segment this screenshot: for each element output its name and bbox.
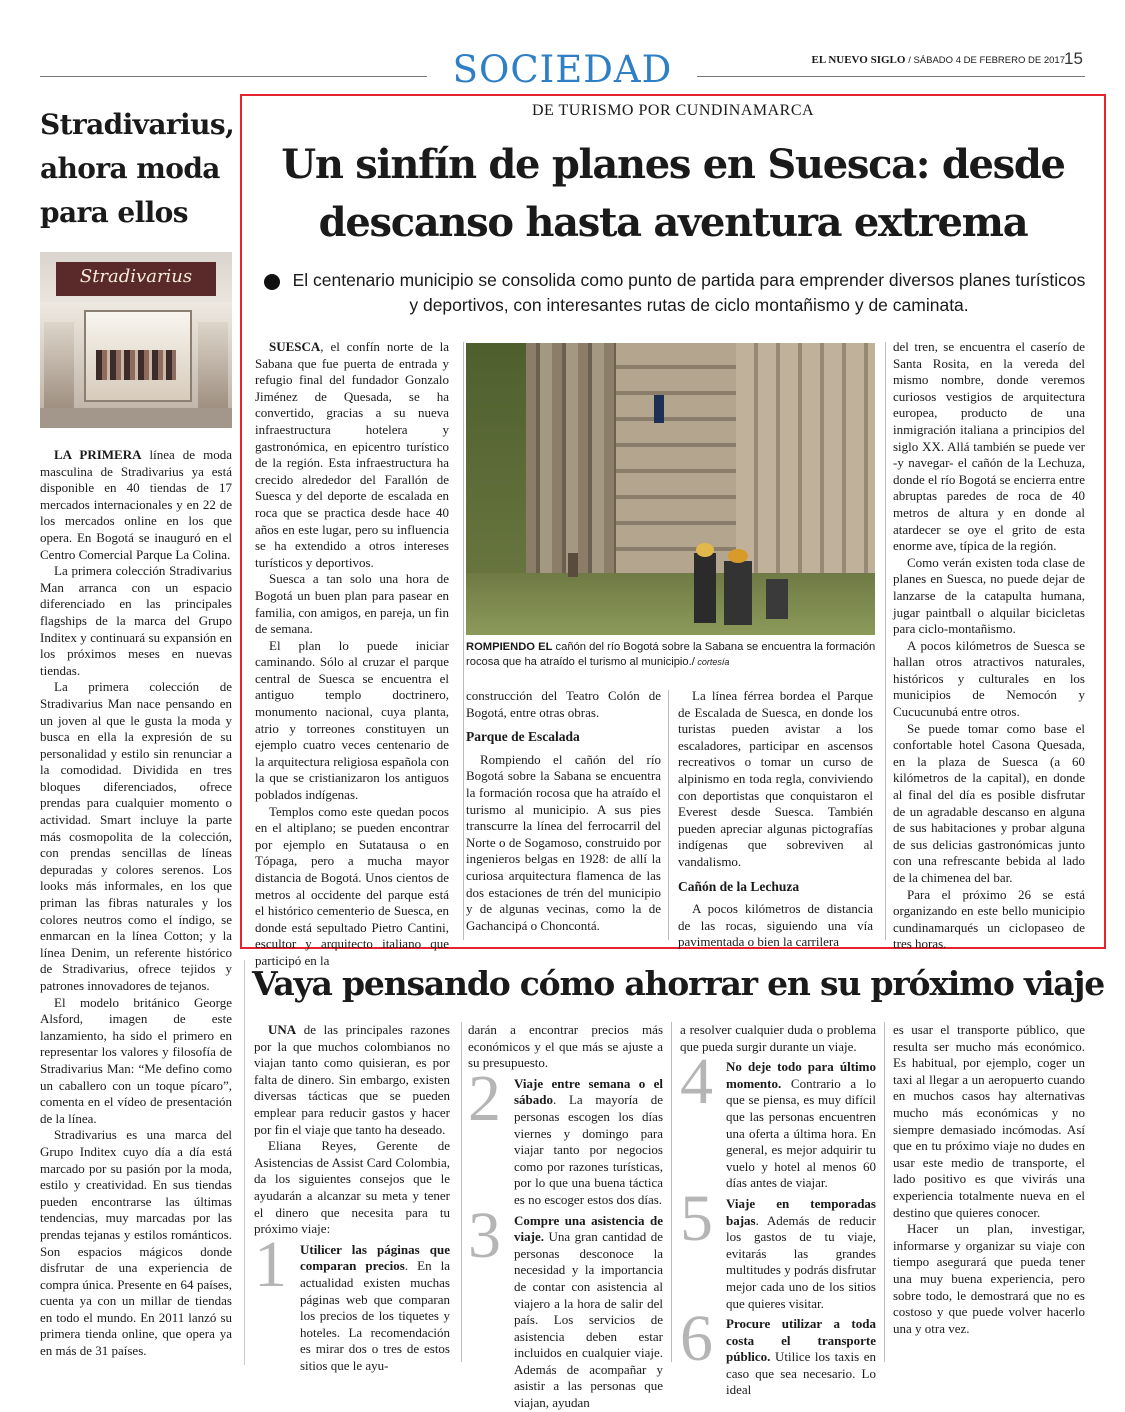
issue-date: / SÁBADO 4 DE FEBRERO DE 2017 [908,55,1065,66]
tip-2-title: Viaje entre semana o el sábado [514,1075,663,1108]
tip-4-number: 4 [680,1045,713,1119]
tip-5 [680,1181,876,1312]
photo-caption [466,640,876,670]
suesca-col1-p1: , el confín norte de la Sabana que fue puerta de entrada y refugio final del fundador Gonzalo Jiménez de Quesada, se ha convertido, gracias a su nueva infraestructura hotelera y gastronómica, en epicentro turístico de la región. Esta infraestructura ha crecido alrededor del Farallón de Suesca y del deporte de escalada en roca que se practica desde hace 40 años en este lugar, pero su influencia se ha extendido a otros intereses turísticos y deportivos. [255,339,449,570]
tip-4-title: No deje todo para último momento. [726,1059,876,1091]
tip-5-number: 5 [680,1181,713,1255]
suesca-headline [244,136,1102,252]
tip-6 [680,1302,876,1399]
suesca-kicker: DE TURISMO POR CUNDINAMARCA [531,102,815,119]
suesca-col-divider-1 [463,342,464,940]
sidebar-p2: La primera colección Stradivarius Man arranca con un espacio diferenciado en las principales flagships de la marca del Grupo Inditex y continuará su expansión en los próximos meses en nuevas tiendas. [40,563,232,678]
viaje-col1-p2: Eliana Reyes, Gerente de Asistencias de Assist Card Colombia, da los siguientes consejos que le ayudarán a alcanzar su meta y tener el dinero que necesita para tu próximo viaje: [254,1138,450,1237]
suesca-col1-p3: El plan lo puede iniciar caminando. Sólo al cruzar el parque central de Suesca se encuentra el antiguo templo doctrinero, monumento nacional, cuya planta, atrio y torreones constituyen un ejemplo cuatro veces centenario de la arquitectura religiosa española con la que se cristianizaron los antiguos poblados indígenas. [255,637,449,803]
newspaper-name: EL NUEVO SIGLO [811,54,906,66]
tip-4 [680,1045,876,1192]
viaje-lead: UNA [268,1022,297,1037]
stradivarius-store-photo [40,252,232,428]
suesca-col4-p5: Para el próximo 26 se está organizando en este bello municipio cundinamarqués un ciclopaseo de tres horas. [893,886,1085,952]
header-rule-right [697,76,1085,77]
tip-1-number: 1 [254,1227,287,1301]
suesca-col1-p2: Suesca a tan solo una hora de Bogotá un buen plan para pasear en familia, con amigos, en pareja, un fin de semana. [255,571,449,637]
viaje-col1-p1: de las principales razones por la que muchos colombianos no viajan tanto como quisieran, es por falta de dinero. Sin embargo, existen diversas tácticas que se pueden emplear para reducir gastos y hacer por fin el viaje que tanto ha deseado. [254,1022,450,1137]
store-sign-text: Stradivarius [79,266,193,287]
viaje-col4-p1: es usar el transporte público, que resulta ser mucho más económico. Es habitual, por ejemplo, coger un taxi al llegar a un aeropuerto cuando en muchos casos hay alternativas mucho más económicas y no siempre demasiado incómodas. Así que en tu próximo viaje no dudes en usar este medio de transporte, el lado positivo es que vivirás una experiencia totalmente nueva en el destino que quieres conocer. [893,1022,1085,1220]
caption-lead: ROMPIENDO EL [466,641,553,653]
viaje-col3 [680,1022,876,1399]
header-dateline [770,54,1065,66]
sidebar-p5: Stradivarius es una marca del Grupo Inditex cuyo día a día está marcado por su pasión por la moda, estilo y creatividad. En sus tiendas pueden encontrarse las últimas tendencias, muy marcadas por las prendas tejanas y estilos románticos. Son espacios mágicos donde disfrutar de una experiencia de compra única. Presente en 64 países, cuenta ya con un millar de tiendas en todo el mundo. En 2011 lanzó su primera tienda online, que opera ya en más de 31 países. [40,1127,232,1359]
tip-1-text: . En la actualidad existen muchas páginas web que comparan los precios de los tiquetes y hoteles. La recomendación es mirar dos o tres de estos sitios que le ayu- [300,1258,450,1373]
tip-3-number: 3 [468,1198,501,1272]
viaje-col-divider-1 [461,1022,462,1362]
subhead-parque-escalada: Parque de Escalada [466,729,580,745]
suesca-col4-p3: A pocos kilómetros de Suesca se hallan otros atractivos naturales, históricos y culturales en los municipios de Nemocón y Cucucunubá entre otros. [893,637,1085,720]
viaje-col4-p2: Hacer un plan, investigar, informarse y organizar su viaje con tiempo asegurará que pueda tener una muy buena experiencia, pero sobre todo, le demostrará que no es costoso y que puede volver hacerlo una y otra vez. [893,1221,1085,1336]
tip-1-title: Utilicer las páginas que comparan precios [300,1241,450,1274]
tip-3-text: Una gran cantidad de personas desconoce la necesidad y la importancia de contar con asistencia al viajero a la hora de salir del país. Los servicios de asistencia deben estar incluidos en cualquier viaje. Además de acompañar y asistir a las personas que viajan, ayudan [514,1229,663,1411]
sidebar-p1: línea de moda masculina de Stradivarius ya está disponible en 40 tiendas de 17 mercados internacionales y en 22 de los mercados online en los que opera. En Bogotá se inauguró en el Centro Comercial Parque La Colina. [40,447,232,562]
tip-6-title: Procure utilizar a toda costa el transporte público. [726,1316,876,1365]
viaje-col3-p1: a resolver cualquier duda o problema que pueda surgir durante un viaje. [680,1022,876,1054]
viaje-col-divider-2 [671,1022,672,1362]
suesca-col4 [893,339,1085,953]
suesca-col1 [255,339,449,970]
tip-5-title: Viaje en temporadas bajas [726,1195,876,1228]
tip-1 [254,1227,450,1375]
suesca-col2 [466,688,661,934]
suesca-col3-p1: La línea férrea bordea el Parque de Escalada de Suesca, en donde los turistas pueden avistar a los escaladores, participar en ascensos recreativos o tomar un curso de alpinismo en toda regla, conviviendo con deportistas que conquistaron el Everest desde Suesca. También pueden apreciar algunas pictografías indígenas que sobreviven al vandalismo. [678,688,873,869]
suesca-headline-line2: descanso hasta aventura extrema [318,199,1028,246]
sidebar-headline: Stradivarius, ahora moda para ellos [40,108,235,229]
suesca-headline-line1: Un sinfín de planes en Suesca: desde [281,141,1065,188]
section-title: SOCIEDAD [452,48,673,91]
suesca-col3-p2: A pocos kilómetros de distancia de las rocas, siguiendo una vía pavimentada o bien la carrilera [678,901,873,950]
tip-6-text: Utilice los taxis en caso que sea necesario. Lo ideal [726,1349,876,1398]
tip-2-text: . La mayoría de personas escogen los días viernes y domingo para viajar tanto por negocios como por razones turísticas, por lo que una buena táctica es no escoger estos dos días. [514,1092,663,1207]
viaje-col-divider-3 [884,1022,885,1362]
viaje-col2-p1: darán a encontrar precios más económicos y el que más se ajuste a su presupuesto. [468,1022,663,1071]
tip-3 [468,1198,663,1412]
sidebar-body [40,447,232,1360]
suesca-col-divider-2 [668,690,669,940]
suesca-col-divider-3 [885,342,886,940]
tip-4-text: Contrario a lo que se piensa, es muy difícil que las personas encuentren una oferta a última hora. En general, es mejor adquirir tu vuelo y hotel al menos 60 días antes de viajar. [726,1075,876,1191]
suesca-climbing-photo [466,343,875,635]
sidebar-p3: La primera colección de Stradivarius Man nace pensando en un joven al que le gusta la moda y busca en ella la expresión de su personalidad y estilo sin renunciar a la comodidad. Dividida en tres bloques diferenciados, ofrece prendas para cualquier momento o actividad. Smart incluye la parte más cosmopolita de la colección, con prendas sencillas de líneas depuradas y colores serenos. Los looks más informales, en los que priman las fibras naturales y los colores neutros como el índigo, se enmarcan en la línea Cotton; y la línea Denim, un referente histórico de Stradivarius, ofrece tejidos y patrones innovadores de tejanos. [40,679,232,993]
suesca-col4-p4: Se puede tomar como base el confortable hotel Casona Quesada, en la plaza de Suesca (a 60 kilómetros de la capital), en donde al final del día es posible disfrutar de un agradable descanso en alguna de sus habitaciones y probar alguna de sus delicias gastronómicas junto con una refrescante bebida al lado de la chimenea del bar. [893,720,1085,885]
viaje-col4 [893,1022,1085,1337]
viaje-headline: Vaya pensando cómo ahorrar en su próximo viaje [252,964,1104,1003]
suesca-col1-p4: Templos como este quedan pocos en el altiplano; se pueden encontrar por ejemplo en Sutatausa o en Tópaga, pero a mucha mayor distancia de Bogotá. Unos cientos de metros al occidente del parque está el histórico cementerio de Suesca, en donde está sepultado Pietro Cantini, escultor y arquitecto italiano que participó en la [255,803,449,968]
suesca-col2-p1: construcción del Teatro Colón de Bogotá, entre otras obras. [466,688,661,720]
page-number: 15 [1064,49,1083,68]
tip-3-title: Compre una asistencia de viaje. [514,1212,663,1245]
suesca-col2-p2: Rompiendo el cañón del río Bogotá sobre la Sabana se encuentra la formación rocosa que ha atraído el turismo al municipio. A sus pies transcurre la línea del ferrocarril del Norte o de Sogamoso, construido por ingenieros belgas en 1928: de allí la curiosa arquitectura flamenca de las dos estaciones de trén del municipio y de algunas vecinas, como la de Gachancipá o Choncontá. [466,751,661,933]
viaje-col1 [254,1022,450,1374]
tip-5-text: . Además de reducir los gastos de tu viaje, evitarás las grandes multitudes y podrás disfrutar mejor cada uno de los sitios que quieres visitar. [726,1212,876,1311]
tip-6-number: 6 [680,1302,713,1376]
tip-2-number: 2 [468,1061,501,1135]
suesca-lead: SUESCA [269,339,321,354]
suesca-deck: El centenario municipio se consolida como punto de partida para emprender diversos planes turísticos y deportivos, con interesantes rutas de ciclo montañismo y de caminata. [292,270,1086,315]
caption-text: cañón del río Bogotá sobre la Sabana se encuentra la formación rocosa que ha atraído el turismo al municipio./ [466,641,876,668]
sidebar-divider [244,960,245,1365]
sidebar-p4: El modelo británico George Alsford, imagen de este lanzamiento, ha sido el primero en representar los valores y filosofía de Stradivarius Man: “Me defino como un caballero con un toque pícaro”, comenta en el vídeo de presentación de la línea. [40,994,232,1126]
subhead-canon-lechuza: Cañón de la Lechuza [678,878,800,894]
suesca-deck-bullet [264,274,280,290]
suesca-col4-p1: del tren, se encuentra el caserío de Santa Rosita, en la vereda del mismo nombre, donde veremos curiosos vestigios de arquitectura europea, producto de una inmigración italiana a principios del siglo XX. Allá también se puede ver -y navegar- el cañón de la Lechuza, donde el río Bogotá se encierra entre abruptas paredes de roca de 40 metros de altura y en donde al atardecer se oye el grito de esta enorme ave, típica de la región. [893,339,1085,554]
tip-2 [468,1061,663,1209]
suesca-col4-p2: Como verán existen toda clase de planes en Suesca, no puede dejar de lanzarse de la catapulta humana, jugar paintball o alquilar bicicletas para ciclo-montañismo. [893,554,1085,637]
suesca-col3 [678,688,873,951]
viaje-col2 [468,1022,663,1412]
header-rule-left [40,76,427,77]
caption-credit: cortesía [694,657,730,667]
sidebar-p1-lead: LA PRIMERA [54,447,142,462]
